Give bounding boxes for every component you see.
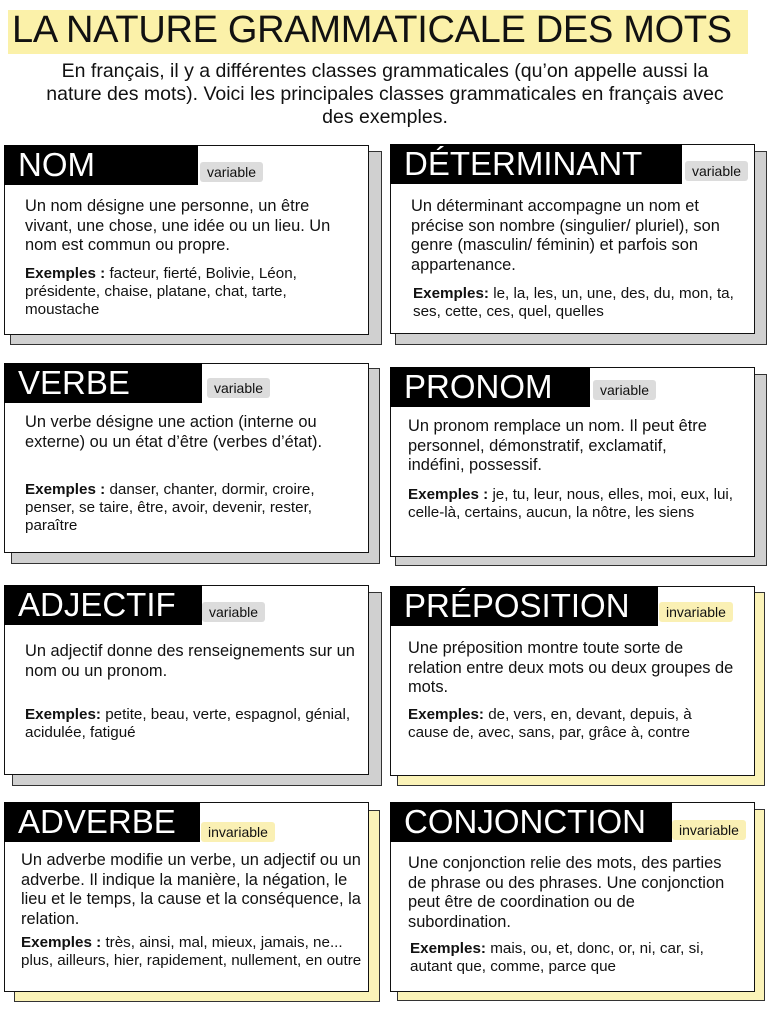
- examples-label: Exemples :: [21, 934, 102, 951]
- examples-list: petite, beau, verte, espagnol, génial, acidulée, fatigué: [25, 706, 351, 742]
- examples-label: Exemples :: [408, 486, 489, 503]
- card-description: Une conjonction relie des mots, des parties de phrase ou des phrases. Une conjonction peut être de coordination ou de subordination.: [408, 854, 725, 931]
- card-examples: [25, 481, 355, 536]
- card-description: Un nom désigne une personne, un être vivant, une chose, une idée ou un lieu. Un nom est commun ou propre.: [25, 197, 331, 255]
- card-description: Un déterminant accompagne un nom et précise son nombre (singulier/ pluriel), son genre (masculin/ féminin) et parfois son appartenance.: [411, 197, 720, 274]
- card-tag: invariable: [659, 602, 733, 622]
- card-description: Un adjectif donne des renseignements sur un nom ou un pronom.: [25, 642, 355, 680]
- examples-list: très, ainsi, mal, mieux, jamais, ne... plus, ailleurs, hier, rapidement, nullement, en outre: [21, 934, 362, 970]
- card-description: Une préposition montre toute sorte de relation entre deux mots ou deux groupes de mots.: [408, 639, 734, 697]
- card-label: ADVERBE: [4, 802, 200, 842]
- examples-list: de, vers, en, devant, depuis, à cause de, avec, sans, par, grâce à, contre: [408, 706, 692, 742]
- card-label: PRONOM: [390, 367, 590, 407]
- examples-label: Exemples:: [413, 285, 489, 302]
- card-tag: variable: [200, 162, 263, 182]
- examples-list: danser, chanter, dormir, croire, penser, se taire, être, avoir, devenir, rester, paraître: [25, 481, 315, 535]
- card-examples: [25, 265, 355, 320]
- card-label: CONJONCTION: [390, 802, 672, 842]
- card-label: NOM: [4, 145, 198, 185]
- card-label: ADJECTIF: [4, 585, 202, 625]
- examples-list: mais, ou, et, donc, or, ni, car, si, autant que, comme, parce que: [410, 940, 704, 976]
- card-tag: variable: [207, 378, 270, 398]
- card-tag: invariable: [201, 822, 275, 842]
- card-examples: [410, 940, 730, 976]
- card-label: PRÉPOSITION: [390, 586, 658, 626]
- card-description: Un pronom remplace un nom. Il peut être personnel, démonstratif, exclamatif, indéfini, possessif.: [408, 417, 707, 475]
- intro-text: En français, il y a différentes classes grammaticales (qu’on appelle aussi la nature des mots). Voici les principales classes grammaticales en français avec des exemples.: [46, 60, 724, 128]
- examples-label: Exemples:: [25, 706, 101, 723]
- card-tag: invariable: [672, 820, 746, 840]
- examples-label: Exemples:: [410, 940, 486, 957]
- card-tag: variable: [593, 380, 656, 400]
- card-tag: variable: [685, 161, 748, 181]
- card-examples: [408, 486, 738, 522]
- page-title: LA NATURE GRAMMATICALE DES MOTS: [12, 9, 732, 51]
- card-examples: [413, 285, 743, 321]
- card-description: Un verbe désigne une action (interne ou externe) ou un état d’être (verbes d’état).: [25, 413, 323, 451]
- card-examples: [408, 706, 718, 742]
- card-label: DÉTERMINANT: [390, 144, 682, 184]
- card-tag: variable: [202, 602, 265, 622]
- examples-label: Exemples :: [25, 481, 106, 498]
- card-label: VERBE: [4, 363, 202, 403]
- examples-list: le, la, les, un, une, des, du, mon, ta, ses, cette, ces, quel, quelles: [413, 285, 734, 321]
- card-examples: [25, 706, 355, 742]
- card-description: Un adverbe modifie un verbe, un adjectif ou un adverbe. Il indique la manière, la négation, le lieu et le temps, la cause et la conséquence, la relation.: [21, 851, 361, 928]
- examples-label: Exemples :: [25, 265, 106, 282]
- examples-list: facteur, fierté, Bolivie, Léon, présidente, chaise, platane, chat, tarte, moustache: [25, 265, 297, 319]
- examples-label: Exemples:: [408, 706, 484, 723]
- card-examples: [21, 934, 366, 970]
- examples-list: je, tu, leur, nous, elles, moi, eux, lui, celle-là, certains, aucun, la nôtre, les siens: [408, 486, 734, 522]
